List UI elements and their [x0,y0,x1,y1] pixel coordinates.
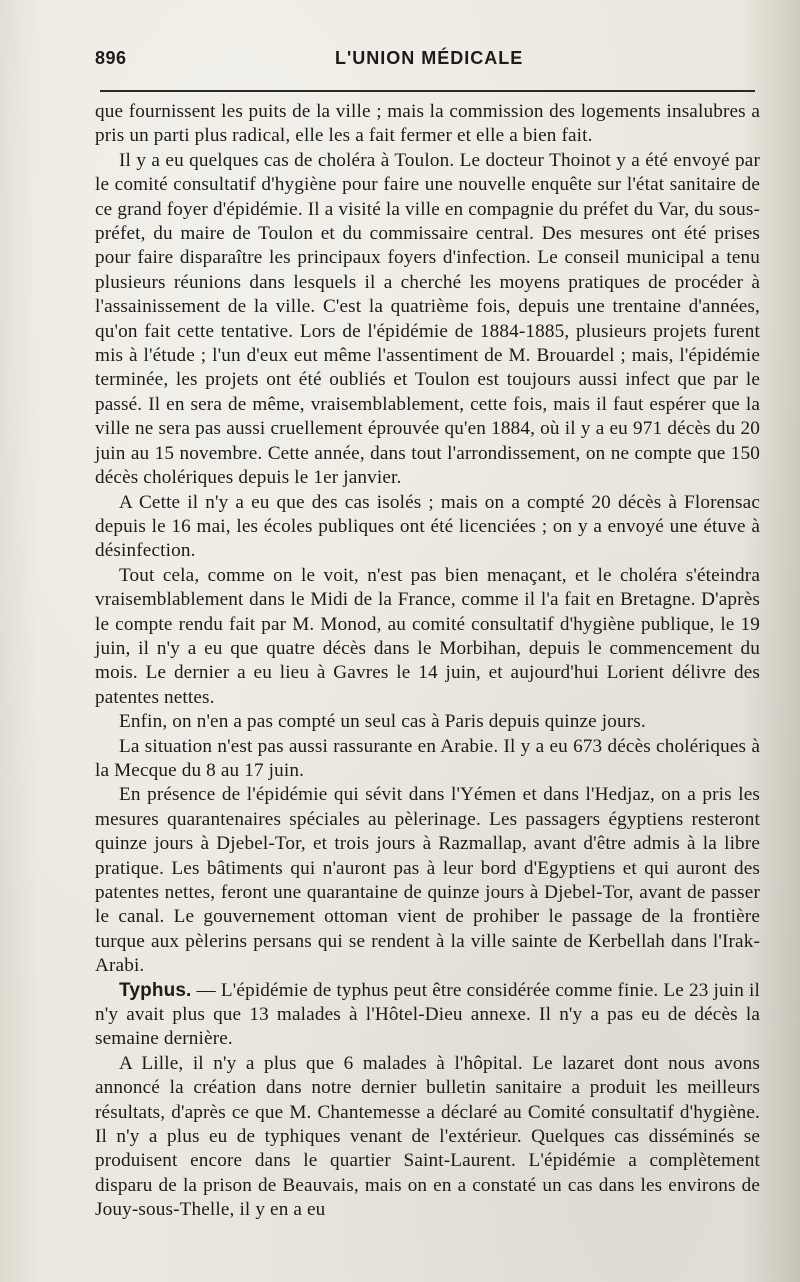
paragraph-bretagne: Tout cela, comme on le voit, n'est pas bien menaçant, et le choléra s'éteindra vraisemblablement dans le Midi de la France, comme il l'a fait en Bretagne. D'après le compte rendu fait par M. Monod, au comité consultatif d'hygiène publique, le 19 juin, il n'y a eu que quatre décès dans le Morbihan, depuis le commencement du mois. Le dernier a eu lieu à Gavres le 14 juin, et aujourd'hui Lorient délivre des patentes nettes. [95,564,760,708]
page-header [95,46,755,76]
paragraph-pelerinage: En présence de l'épidémie qui sévit dans l'Yémen et dans l'Hedjaz, on a pris les mesures quarantenaires spéciales au pèlerinage. Les passagers égyptiens resteront quinze jours à Djebel-Tor, et trois jours à Razmallap, avant d'être admis à la libre pratique. Les bâtiments qui n'auront pas à leur bord d'Egyptiens et qui auront des patentes nettes, feront une quarantaine de quinze jours à Djebel-Tor, avant de passer le canal. Le gouvernement ottoman vient de prohiber le passage de la frontière turque aux pèlerins persans qui se rendent à la ville sainte de Kerbellah dans l'Irak-Arabi. [95,784,760,977]
paragraph-toulon: Il y a eu quelques cas de choléra à Toulon. Le docteur Thoinot y a été envoyé par le comité consultatif d'hygiène pour faire une nouvelle enquête sur l'état sanitaire de ce grand foyer d'épidémie. Il a visité la ville en compagnie du préfet du Var, du sous-préfet, du maire de Toulon et du commissaire central. Des mesures ont été prises pour faire disparaître les principaux foyers d'infection. Le conseil municipal a tenu plusieurs réunions dans lesquels il a cherché les moyens pratiques de procéder à l'assainissement de la ville. C'est la quatrième fois, depuis une trentaine d'années, qu'on fait cette tentative. Lors de l'épidémie de 1884-1885, plusieurs projets furent mis à l'étude ; l'un d'eux eut même l'assentiment de M. Brouardel ; mais, l'épidémie terminée, les projets ont été oubliés et Toulon est toujours aussi infect que par le passé. Il en sera de même, vraisemblablement, cette fois, mais il faut espérer que la ville ne sera pas aussi cruellement éprouvée qu'en 1884, où il y a eu 971 décès du 20 juin au 15 novembre. Cette année, dans tout l'arrondissement, on ne compte que 150 décès cholériques depuis le 1er janvier. [95,149,760,489]
paragraph-continuation: que fournissent les puits de la ville ; mais la commission des logements insalubres a pris un parti plus radical, elle les a fait fermer et elle a bien fait. [95,101,760,147]
paragraph-lille: A Lille, il n'y a plus que 6 malades à l'hôpital. Le lazaret dont nous avons annoncé la création dans notre dernier bulletin sanitaire a produit les meilleurs résultats, d'après ce que M. Chantemesse a déclaré au Comité consultatif d'hygiène. Il n'y a plus eu de typhiques venant de l'extérieur. Quelques cas disséminés se produisent encore dans le quartier Saint-Laurent. L'épidémie a complètement disparu de la prison de Beauvais, mais on en a constaté un cas dans les environs de Jouy-sous-Thelle, il y en a eu [95,1052,760,1221]
running-title: L'UNION MÉDICALE [335,48,524,68]
page-number: 896 [95,48,127,68]
header-rule [100,90,755,92]
paragraph-typhus [95,979,760,1052]
paragraph-arabie: La situation n'est pas aussi rassurante en Arabie. Il y a eu 673 décès cholériques à la Mecque du 8 au 17 juin. [95,735,760,781]
article-body [95,100,760,1223]
paragraph-cette: A Cette il n'y a eu que des cas isolés ; mais on a compté 20 décès à Florensac depuis le 16 mai, les écoles publiques ont été licenciées ; on y a envoyé une étuve à désinfection. [95,491,760,562]
paragraph-paris: Enfin, on n'en a pas compté un seul cas à Paris depuis quinze jours. [119,711,646,733]
typhus-heading: Typhus. [119,979,192,1001]
typhus-text: — L'épidémie de typhus peut être considérée comme finie. Le 23 juin il n'y avait plus que 13 malades à l'Hôtel-Dieu annexe. Il n'y a pas eu de décès la semaine dernière. [95,979,760,1050]
